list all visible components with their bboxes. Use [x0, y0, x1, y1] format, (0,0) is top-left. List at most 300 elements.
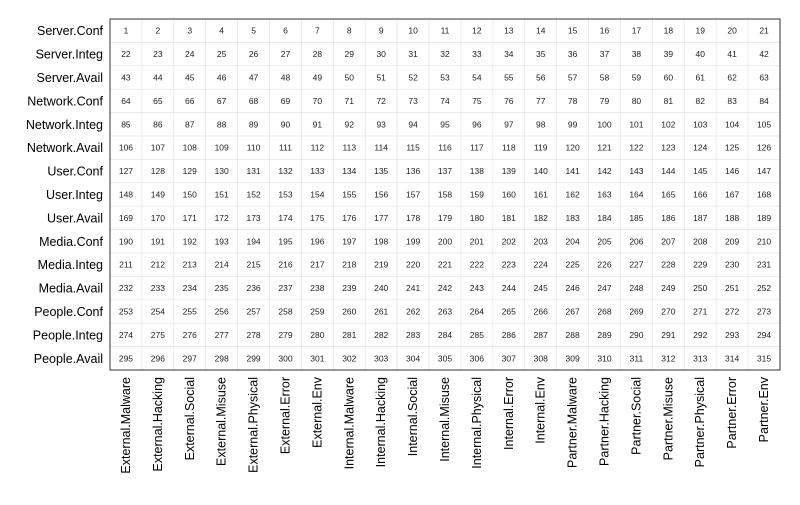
cell-value-label: 298	[214, 353, 229, 364]
cell-value-label: 22	[121, 49, 131, 60]
cell-value-label: 37	[599, 49, 610, 60]
cell-value-label: 57	[567, 72, 578, 83]
cell-value-label: 296	[150, 353, 165, 364]
cell-value-label: 91	[312, 119, 323, 130]
cell-value-label: 16	[599, 25, 610, 36]
cell-value-label: 59	[631, 72, 642, 83]
cell-value-label: 161	[533, 189, 548, 200]
column-label: Partner.Hacking	[597, 377, 612, 466]
cell-value-label: 1	[123, 25, 129, 36]
cell-value-label: 194	[246, 236, 261, 247]
cell-value-label: 247	[597, 283, 612, 294]
cell-value-label: 140	[533, 166, 548, 177]
cell-value-label: 19	[695, 25, 705, 36]
cell-value-label: 120	[565, 142, 580, 153]
cell-value-label: 200	[437, 236, 453, 247]
cell-value-label: 106	[118, 142, 134, 153]
cell-value-label: 173	[246, 212, 261, 223]
cell-value-label: 304	[406, 353, 421, 364]
cell-value-label: 47	[248, 72, 259, 83]
cell-value-label: 205	[597, 236, 612, 247]
cell-value-label: 174	[278, 212, 293, 223]
cell-value-label: 192	[182, 236, 197, 247]
cell-value-label: 236	[246, 283, 261, 294]
cell-value-label: 249	[661, 283, 676, 294]
cell-value-label: 184	[597, 212, 612, 223]
column-label: Partner.Misuse	[661, 377, 676, 461]
cell-value-label: 299	[246, 353, 261, 364]
cell-value-label: 89	[248, 119, 259, 130]
cell-value-label: 267	[565, 306, 580, 317]
cell-value-label: 103	[693, 119, 708, 130]
cell-value-label: 84	[759, 95, 769, 106]
cell-value-label: 96	[472, 119, 482, 130]
cell-value-label: 224	[533, 259, 548, 270]
cell-value-label: 217	[310, 259, 325, 270]
cell-value-label: 212	[150, 259, 165, 270]
row-label: Media.Conf	[39, 234, 103, 249]
cell-value-label: 305	[437, 353, 453, 364]
cell-value-label: 126	[756, 142, 772, 153]
cell-value-label: 272	[725, 306, 740, 317]
cell-value-label: 262	[406, 306, 421, 317]
cell-value-label: 119	[533, 142, 548, 153]
cell-value-label: 263	[437, 306, 453, 317]
cell-value-label: 206	[629, 236, 644, 247]
cell-value-label: 42	[759, 49, 769, 60]
cell-value-label: 83	[727, 95, 737, 106]
cell-value-label: 34	[504, 49, 514, 60]
cell-value-label: 172	[214, 212, 229, 223]
column-labels	[119, 376, 771, 473]
cell-value-label: 165	[661, 189, 676, 200]
column-label: Internal.Error	[501, 377, 516, 450]
cell-value-label: 136	[406, 166, 421, 177]
row-label: Media.Avail	[38, 281, 103, 296]
cell-value-label: 234	[182, 283, 197, 294]
cell-value-label: 277	[214, 329, 229, 340]
cell-value-label: 158	[437, 189, 453, 200]
cell-value-label: 290	[629, 329, 644, 340]
cell-value-label: 233	[150, 283, 165, 294]
cell-value-label: 271	[693, 306, 708, 317]
column-label: External.Malware	[118, 377, 133, 474]
cell-value-label: 310	[597, 353, 612, 364]
column-label: Partner.Physical	[693, 377, 708, 468]
cell-value-label: 195	[278, 236, 293, 247]
cell-value-label: 177	[374, 212, 389, 223]
cell-value-label: 196	[310, 236, 325, 247]
cell-value-label: 87	[185, 119, 195, 130]
cell-value-label: 10	[408, 25, 418, 36]
cell-value-label: 211	[119, 259, 133, 270]
cell-value-label: 245	[533, 283, 548, 294]
cell-value-label: 97	[504, 119, 514, 130]
cell-value-label: 12	[472, 25, 482, 36]
cell-value-label: 226	[597, 259, 612, 270]
cell-value-label: 24	[185, 49, 195, 60]
cell-value-label: 70	[312, 95, 323, 106]
cell-value-label: 100	[597, 119, 612, 130]
cell-value-label: 302	[342, 353, 357, 364]
cell-value-label: 251	[725, 283, 740, 294]
cell-value-label: 281	[342, 329, 357, 340]
cell-value-label: 152	[246, 189, 261, 200]
cell-value-label: 243	[469, 283, 484, 294]
cell-value-label: 30	[376, 49, 386, 60]
cell-value-label: 264	[469, 306, 484, 317]
column-label: Partner.Env	[757, 377, 772, 443]
cell-value-label: 153	[278, 189, 293, 200]
cell-value-label: 259	[310, 306, 325, 317]
cell-value-label: 114	[374, 142, 388, 153]
cell-value-label: 115	[406, 142, 420, 153]
cell-value-label: 265	[501, 306, 516, 317]
cell-value-label: 210	[756, 236, 772, 247]
cell-value-label: 193	[214, 236, 229, 247]
column-label: External.Misuse	[214, 377, 229, 466]
column-label: External.Social	[182, 377, 197, 461]
cell-value-label: 26	[248, 49, 259, 60]
cell-value-label: 228	[661, 259, 676, 270]
cell-value-label: 139	[501, 166, 516, 177]
cell-value-label: 240	[374, 283, 389, 294]
cell-value-label: 239	[342, 283, 357, 294]
cell-value-label: 258	[278, 306, 293, 317]
cell-value-label: 21	[759, 25, 769, 36]
cell-value-label: 150	[182, 189, 197, 200]
cell-value-label: 218	[342, 259, 357, 270]
cell-value-label: 187	[693, 212, 708, 223]
cell-value-label: 223	[501, 259, 516, 270]
cell-value-label: 273	[756, 306, 772, 317]
cell-value-label: 86	[153, 119, 163, 130]
cell-value-label: 45	[185, 72, 195, 83]
cell-value-label: 208	[693, 236, 708, 247]
cell-value-label: 121	[597, 142, 612, 153]
cell-value-label: 238	[310, 283, 325, 294]
cell-value-label: 149	[150, 189, 165, 200]
row-label: User.Avail	[46, 211, 103, 226]
column-label: Internal.Misuse	[438, 377, 452, 462]
cell-value-label: 222	[469, 259, 484, 270]
cell-value-label: 9	[378, 25, 384, 36]
cell-value-label: 117	[470, 142, 484, 153]
cell-value-label: 74	[440, 95, 450, 106]
cell-value-label: 164	[629, 189, 644, 200]
cell-value-label: 17	[631, 25, 642, 36]
cell-value-label: 14	[535, 25, 546, 36]
cell-value-label: 105	[756, 119, 772, 130]
column-label: Internal.Malware	[342, 377, 357, 470]
cell-value-label: 183	[565, 212, 580, 223]
cell-value-label: 255	[182, 306, 197, 317]
cell-value-label: 144	[661, 166, 676, 177]
cell-value-label: 215	[246, 259, 261, 270]
cell-value-label: 286	[501, 329, 516, 340]
column-label: External.Error	[278, 377, 293, 455]
cell-value-label: 138	[469, 166, 484, 177]
row-label: Network.Avail	[26, 141, 103, 156]
cell-value-label: 131	[246, 166, 261, 177]
cell-value-label: 31	[408, 49, 418, 60]
cell-value-label: 246	[565, 283, 580, 294]
cell-value-label: 141	[565, 166, 580, 177]
cell-value-label: 137	[437, 166, 453, 177]
cell-value-label: 58	[599, 72, 610, 83]
cell-value-label: 186	[661, 212, 676, 223]
cell-value-label: 266	[533, 306, 548, 317]
cell-value-label: 82	[695, 95, 705, 106]
row-label: People.Avail	[33, 351, 103, 366]
cell-value-label: 221	[437, 259, 453, 270]
cell-value-label: 39	[663, 49, 674, 60]
row-label: People.Conf	[34, 305, 103, 319]
cell-value-label: 41	[727, 49, 737, 60]
cell-value-label: 171	[182, 212, 197, 223]
cell-value-label: 148	[118, 189, 134, 200]
cell-value-label: 7	[315, 25, 320, 36]
cell-value-label: 160	[501, 189, 516, 200]
cell-value-label: 276	[182, 329, 197, 340]
cell-value-label: 147	[756, 166, 772, 177]
cell-value-label: 36	[567, 49, 578, 60]
cell-value-label: 280	[310, 329, 325, 340]
cell-value-label: 4	[219, 25, 225, 36]
cell-value-label: 225	[565, 259, 580, 270]
column-label: Internal.Social	[406, 377, 421, 457]
cell-value-label: 102	[661, 119, 676, 130]
cell-value-label: 220	[406, 259, 421, 270]
cell-value-label: 63	[759, 72, 769, 83]
cell-value-label: 109	[214, 142, 229, 153]
cell-value-label: 113	[342, 142, 357, 153]
row-label: Network.Conf	[27, 94, 103, 109]
cell-value-label: 111	[279, 142, 292, 153]
cell-value-label: 66	[185, 95, 195, 106]
cell-value-label: 155	[342, 189, 357, 200]
cell-value-label: 275	[150, 329, 165, 340]
cell-value-label: 231	[756, 259, 772, 270]
cell-value-label: 291	[661, 329, 676, 340]
cell-value-label: 256	[214, 306, 229, 317]
cell-value-label: 293	[725, 329, 740, 340]
cell-value-label: 98	[535, 119, 546, 130]
column-label: External.Physical	[246, 377, 261, 473]
cell-value-label: 61	[695, 72, 705, 83]
cell-value-label: 197	[342, 236, 357, 247]
cell-value-label: 190	[118, 236, 134, 247]
cell-value-label: 151	[214, 189, 229, 200]
cell-value-label: 163	[597, 189, 612, 200]
cell-value-label: 44	[153, 72, 163, 83]
column-label: Internal.Env	[533, 377, 548, 444]
cell-value-label: 282	[374, 329, 389, 340]
cell-value-label: 289	[597, 329, 612, 340]
heatmap-cells	[110, 19, 780, 370]
cell-value-label: 313	[693, 353, 708, 364]
cell-value-label: 132	[278, 166, 293, 177]
cell-value-label: 54	[472, 72, 482, 83]
cell-value-label: 242	[437, 283, 453, 294]
cell-value-label: 182	[533, 212, 548, 223]
cell-value-label: 11	[440, 25, 450, 36]
column-label: Partner.Malware	[565, 377, 580, 469]
cell-value-label: 203	[533, 236, 548, 247]
cell-value-label: 167	[725, 189, 740, 200]
cell-value-label: 95	[440, 119, 450, 130]
cell-value-label: 112	[310, 142, 325, 153]
cell-value-label: 311	[629, 353, 644, 364]
cell-value-label: 3	[187, 25, 193, 36]
cell-value-label: 309	[565, 353, 580, 364]
cell-value-label: 199	[406, 236, 421, 247]
cell-value-label: 274	[118, 329, 134, 340]
cell-value-label: 48	[280, 72, 291, 83]
cell-value-label: 185	[629, 212, 644, 223]
cell-value-label: 181	[501, 212, 516, 223]
cell-value-label: 229	[693, 259, 708, 270]
row-label: Server.Integ	[35, 47, 103, 62]
cell-value-label: 157	[406, 189, 421, 200]
cell-value-label: 20	[727, 25, 737, 36]
cell-value-label: 314	[725, 353, 740, 364]
cell-value-label: 253	[118, 306, 134, 317]
cell-value-label: 129	[182, 166, 197, 177]
cell-value-label: 13	[504, 25, 514, 36]
cell-value-label: 2	[155, 25, 161, 36]
cell-value-label: 15	[567, 25, 578, 36]
cell-value-label: 122	[629, 142, 644, 153]
cell-value-label: 104	[725, 119, 740, 130]
cell-value-label: 180	[469, 212, 484, 223]
cell-value-label: 56	[535, 72, 546, 83]
cell-value-label: 79	[599, 95, 610, 106]
cell-value-label: 69	[280, 95, 291, 106]
cell-value-label: 244	[501, 283, 516, 294]
cell-value-label: 209	[725, 236, 740, 247]
cell-value-label: 303	[374, 353, 389, 364]
column-label: Partner.Social	[629, 377, 644, 455]
cell-value-label: 46	[216, 72, 227, 83]
cell-value-label: 76	[504, 95, 514, 106]
row-label: User.Conf	[47, 164, 103, 179]
cell-value-label: 284	[437, 329, 453, 340]
cell-value-label: 297	[182, 353, 197, 364]
cell-value-label: 230	[725, 259, 740, 270]
row-label: User.Integ	[46, 188, 103, 202]
cell-value-label: 90	[280, 119, 291, 130]
cell-value-label: 18	[663, 25, 674, 36]
cell-value-label: 50	[344, 72, 355, 83]
cell-value-label: 27	[280, 49, 291, 60]
cell-value-label: 235	[214, 283, 229, 294]
cell-value-label: 162	[565, 189, 580, 200]
cell-value-label: 68	[248, 95, 259, 106]
cell-value-label: 128	[150, 166, 165, 177]
cell-value-label: 178	[406, 212, 421, 223]
cell-value-label: 55	[504, 72, 514, 83]
cell-value-label: 269	[629, 306, 644, 317]
cell-value-label: 62	[727, 72, 737, 83]
cell-value-label: 198	[374, 236, 389, 247]
cell-value-label: 207	[661, 236, 676, 247]
cell-value-label: 51	[376, 72, 386, 83]
cell-value-label: 130	[214, 166, 229, 177]
cell-value-label: 168	[756, 189, 772, 200]
cell-value-label: 300	[278, 353, 293, 364]
cell-value-label: 315	[756, 353, 772, 364]
cell-value-label: 257	[246, 306, 261, 317]
row-label: Media.Integ	[37, 258, 103, 273]
cell-value-label: 232	[118, 283, 134, 294]
cell-value-label: 312	[661, 353, 676, 364]
cell-value-label: 179	[437, 212, 453, 223]
cell-value-label: 49	[312, 72, 323, 83]
cell-value-label: 288	[565, 329, 580, 340]
cell-value-label: 8	[346, 25, 352, 36]
row-labels	[26, 24, 104, 366]
cell-value-label: 101	[629, 119, 644, 130]
cell-value-label: 118	[502, 142, 516, 153]
cell-value-label: 252	[756, 283, 772, 294]
cell-value-label: 43	[121, 72, 131, 83]
cell-value-label: 71	[344, 95, 355, 106]
cell-value-label: 261	[374, 306, 389, 317]
cell-value-label: 92	[344, 119, 355, 130]
cell-value-label: 204	[565, 236, 580, 247]
cell-value-label: 279	[278, 329, 293, 340]
cell-value-label: 169	[118, 212, 134, 223]
cell-value-label: 25	[216, 49, 227, 60]
cell-value-label: 73	[408, 95, 418, 106]
cell-value-label: 28	[312, 49, 323, 60]
cell-value-label: 6	[283, 25, 288, 36]
cell-value-label: 146	[725, 166, 740, 177]
cell-value-label: 32	[440, 49, 450, 60]
cell-value-label: 213	[182, 259, 197, 270]
cell-value-label: 166	[693, 189, 708, 200]
cell-value-label: 108	[182, 142, 197, 153]
cell-value-label: 29	[344, 49, 355, 60]
cell-value-label: 294	[756, 329, 772, 340]
cell-value-label: 99	[567, 119, 578, 130]
column-label: Partner.Error	[725, 377, 740, 449]
cell-value-label: 295	[118, 353, 134, 364]
cell-value-label: 306	[469, 353, 484, 364]
cell-value-label: 248	[629, 283, 644, 294]
cell-value-label: 35	[535, 49, 546, 60]
cell-value-label: 64	[121, 95, 131, 106]
cell-value-label: 175	[310, 212, 325, 223]
row-label: People.Integ	[32, 328, 103, 343]
cell-value-label: 254	[150, 306, 165, 317]
cell-value-label: 283	[406, 329, 421, 340]
cell-value-label: 285	[469, 329, 484, 340]
cell-value-label: 201	[469, 236, 484, 247]
cell-value-label: 80	[631, 95, 642, 106]
cell-value-label: 40	[695, 49, 705, 60]
cell-value-label: 227	[629, 259, 644, 270]
cell-value-label: 60	[663, 72, 674, 83]
cell-value-label: 143	[629, 166, 644, 177]
row-label: Network.Integ	[25, 117, 103, 132]
cell-value-label: 170	[150, 212, 165, 223]
column-label: Internal.Physical	[469, 377, 484, 469]
cell-value-label: 85	[121, 119, 131, 130]
cell-value-label: 219	[374, 259, 389, 270]
cell-value-label: 135	[374, 166, 389, 177]
